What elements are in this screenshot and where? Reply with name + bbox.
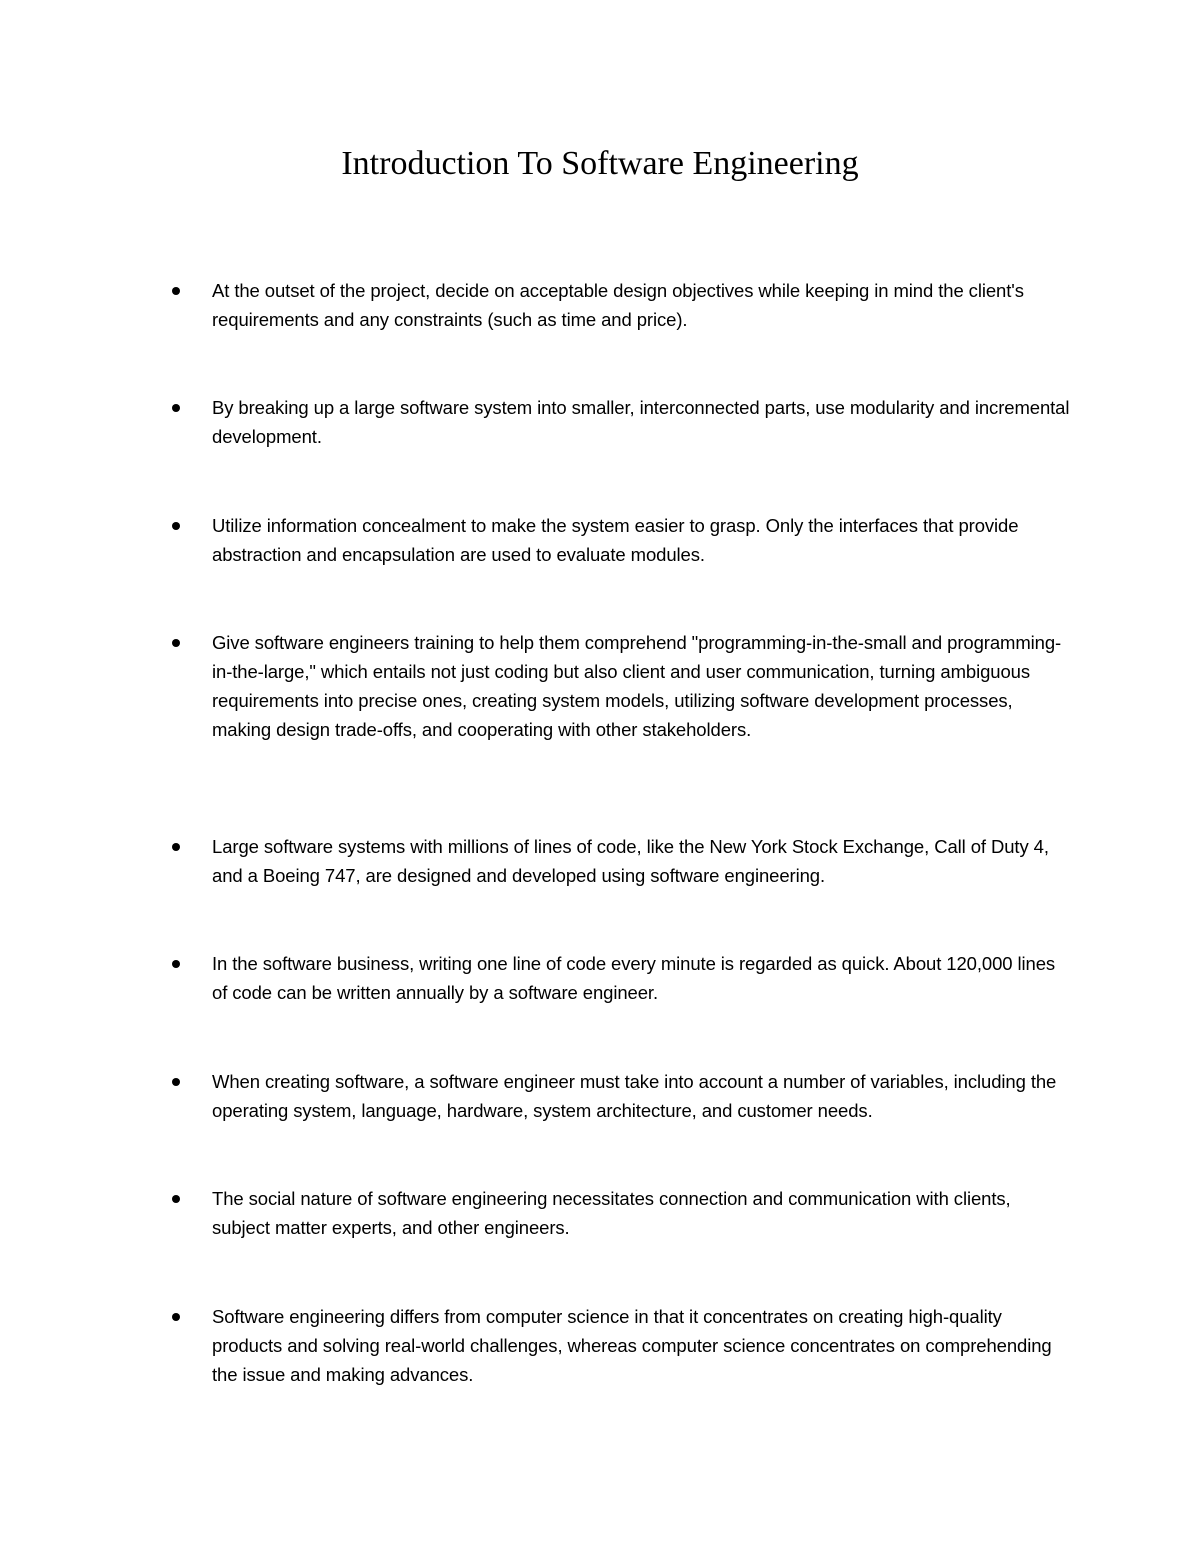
list-item-text: By breaking up a large software system into smaller, interconnected parts, use modularity and incremental development. <box>212 397 1070 447</box>
bullet-icon <box>172 522 180 530</box>
bullet-icon <box>172 960 180 968</box>
bullet-icon <box>172 404 180 412</box>
bullet-icon <box>172 843 180 851</box>
bullet-icon <box>172 639 180 647</box>
list-item-text: The social nature of software engineering necessitates connection and communication with clients, subject matter experts, and other engineers. <box>212 1188 1011 1238</box>
bullet-icon <box>172 1078 180 1086</box>
list-item-text: Utilize information concealment to make the system easier to grasp. Only the interfaces that provide abstraction and encapsulation are used to evaluate modules. <box>212 515 1019 565</box>
list-item-text: When creating software, a software engineer must take into account a number of variables, including the operating system, language, hardware, system architecture, and customer needs. <box>212 1071 1057 1121</box>
list-item-text: Software engineering differs from computer science in that it concentrates on creating high-quality products and solving real-world challenges, whereas computer science concentrates on comprehending the issue and making advances. <box>212 1306 1052 1385</box>
document-title: Introduction To Software Engineering <box>341 145 859 182</box>
bullet-icon <box>172 1313 180 1321</box>
list-item-text: Give software engineers training to help them comprehend "programming-in-the-small and programming-in-the-large," which entails not just coding but also client and user communication, turning ambiguous requirements into precise ones, creating system models, utilizing software development processes, making design trade-offs, and cooperating with other stakeholders. <box>212 632 1062 740</box>
list-item-text: In the software business, writing one line of code every minute is regarded as quick. About 120,000 lines of code can be written annually by a software engineer. <box>212 953 1056 1003</box>
bullet-icon <box>172 287 180 295</box>
list-item-text: Large software systems with millions of lines of code, like the New York Stock Exchange, Call of Duty 4, and a Boeing 747, are designed and developed using software engineering. <box>212 836 1049 886</box>
bullet-icon <box>172 1195 180 1203</box>
list-item-text: At the outset of the project, decide on acceptable design objectives while keeping in mind the client's requirements and any constraints (such as time and price). <box>212 280 1024 330</box>
